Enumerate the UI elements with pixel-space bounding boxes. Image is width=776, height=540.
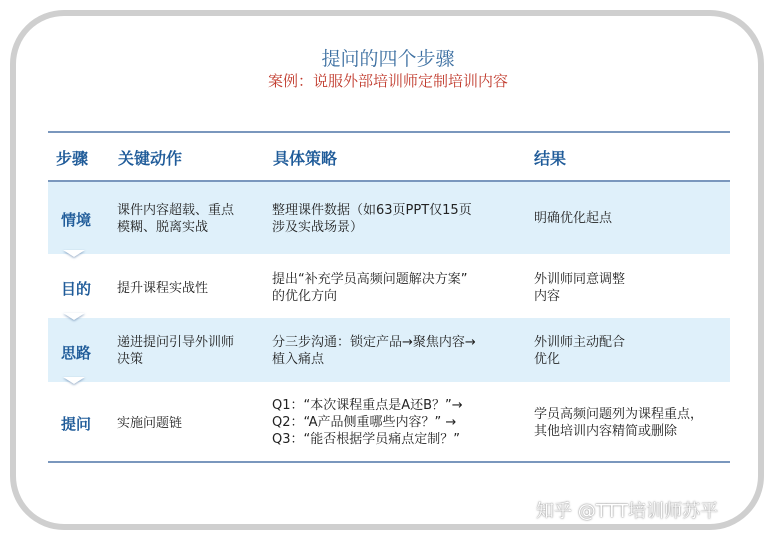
- strategy-line: 提出“补充学员高频问题解决方案”: [272, 272, 468, 287]
- step-label-1: 情境: [60, 211, 91, 229]
- action-line: 提升课程实战性: [117, 281, 209, 296]
- table-header-rule: [48, 180, 730, 182]
- page-title: 提问的四个步骤: [321, 48, 455, 70]
- result-line: 外训师主动配合: [534, 335, 626, 350]
- header-strategy: 具体策略: [273, 149, 338, 168]
- action-line: 课件内容超载、重点: [117, 203, 235, 218]
- strategy-line: 涉及实战场景）: [272, 220, 364, 235]
- strategy-cell-4: [272, 397, 463, 448]
- strategy-line: 分三步沟通：锁定产品→聚焦内容→: [272, 335, 476, 350]
- strategy-line: Q2：“A产品侧重哪些内容？” →: [272, 415, 457, 430]
- step-label-4: 提问: [60, 415, 91, 433]
- chevron-down-icon: [63, 377, 85, 384]
- header-action: 关键动作: [118, 149, 183, 168]
- result-cell-4: [534, 406, 703, 440]
- result-cell-3: [534, 334, 625, 368]
- table-top-rule: [48, 131, 730, 133]
- page-subtitle: 案例：说服外部培训师定制培训内容: [267, 72, 508, 90]
- header-step: 步骤: [56, 149, 89, 168]
- action-line: 递进提问引导外训师: [117, 335, 235, 350]
- strategy-line: Q3：“能否根据学员痛点定制？”: [272, 432, 460, 447]
- result-line: 明确优化起点: [534, 211, 613, 226]
- strategy-cell-2: [272, 271, 467, 305]
- strategy-line: 的优化方向: [272, 289, 338, 304]
- action-cell-3: [117, 334, 234, 368]
- step-label-3: 思路: [60, 344, 91, 362]
- chevron-down-icon: [63, 250, 85, 257]
- result-line: 外训师同意调整: [534, 272, 626, 287]
- strategy-cell-3: [272, 334, 476, 368]
- strategy-cell-1: [272, 202, 472, 236]
- action-cell-1: [117, 202, 234, 236]
- action-line: 实施问题链: [117, 416, 183, 431]
- result-line: 其他培训内容精简或删除: [534, 424, 678, 439]
- header-result: 结果: [534, 149, 567, 168]
- step-label-2: 目的: [60, 280, 91, 298]
- watermark-text: 知乎 @TTT培训师苏平: [536, 501, 719, 522]
- result-cell-2: [534, 271, 625, 305]
- result-line: 内容: [534, 289, 561, 304]
- strategy-line: Q1：“本次课程重点是A还B？”→: [272, 398, 463, 413]
- result-line: 优化: [534, 352, 561, 367]
- strategy-line: 整理课件数据（如63页PPT仅15页: [272, 203, 472, 218]
- action-cell-4: [117, 415, 182, 432]
- action-line: 模糊、脱离实战: [117, 220, 209, 235]
- action-line: 决策: [117, 352, 144, 367]
- action-cell-2: [117, 280, 208, 297]
- table-bottom-rule: [48, 461, 730, 463]
- chevron-down-icon: [63, 313, 85, 320]
- strategy-line: 植入痛点: [272, 352, 325, 367]
- result-cell-1: [534, 210, 612, 227]
- result-line: 学员高频问题列为课程重点，: [534, 407, 704, 422]
